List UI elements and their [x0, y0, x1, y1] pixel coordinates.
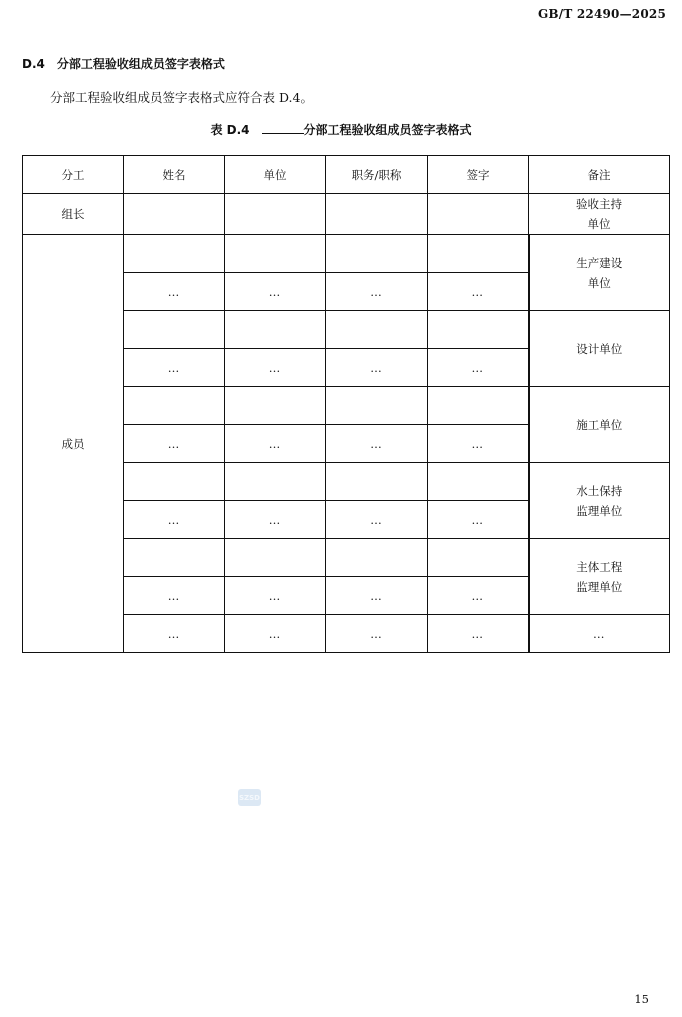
table-caption	[0, 121, 682, 138]
ellipsis-cell: …	[124, 425, 225, 463]
member-unit-cell	[225, 539, 326, 577]
standard-code: GB/T 22490—2025	[537, 7, 666, 21]
ellipsis-cell: …	[225, 615, 326, 653]
caption-blank-line	[262, 122, 304, 134]
member-name-cell	[124, 311, 225, 349]
leader-row	[23, 194, 670, 235]
member-unit-cell	[225, 311, 326, 349]
member-label: 成员	[23, 235, 124, 653]
leader-position-cell	[326, 194, 428, 235]
signature-table	[22, 155, 670, 653]
table-header-row	[23, 156, 670, 194]
header-unit: 单位	[225, 156, 326, 194]
section-number: D.4	[22, 57, 45, 71]
ellipsis-cell: …	[124, 501, 225, 539]
ellipsis-cell: …	[124, 273, 225, 311]
group-note-soil-supervision: 水土保持 监理单位	[529, 463, 670, 539]
member-signature-cell	[428, 235, 529, 273]
ellipsis-cell: …	[428, 615, 529, 653]
member-signature-cell	[428, 463, 529, 501]
header-signature: 签字	[428, 156, 529, 194]
ellipsis-cell: …	[428, 501, 529, 539]
member-name-cell	[124, 235, 225, 273]
header-remarks: 备注	[529, 156, 670, 194]
table-caption-label: 表 D.4	[210, 123, 250, 137]
header-role: 分工	[23, 156, 124, 194]
member-name-cell	[124, 539, 225, 577]
ellipsis-cell: …	[529, 615, 670, 653]
ellipsis-cell: …	[124, 577, 225, 615]
header-name: 姓名	[124, 156, 225, 194]
group-note-design: 设计单位	[529, 311, 670, 387]
member-signature-cell	[428, 539, 529, 577]
member-position-cell	[326, 235, 428, 273]
member-row	[23, 235, 670, 273]
group-note-main-supervision: 主体工程 监理单位	[529, 539, 670, 615]
ellipsis-cell: …	[428, 273, 529, 311]
member-position-cell	[326, 387, 428, 425]
ellipsis-cell: …	[124, 615, 225, 653]
member-unit-cell	[225, 235, 326, 273]
ellipsis-cell: …	[428, 349, 529, 387]
ellipsis-cell: …	[326, 577, 428, 615]
leader-note: 验收主持 单位	[529, 194, 670, 235]
table-caption-title: 分部工程验收组成员签字表格式	[303, 123, 472, 137]
intro-text: 分部工程验收组成员签字表格式应符合表 D.4。	[50, 90, 313, 105]
ellipsis-cell: …	[326, 349, 428, 387]
leader-name-cell	[124, 194, 225, 235]
watermark-logo: SZSD	[238, 789, 261, 806]
leader-unit-cell	[225, 194, 326, 235]
member-name-cell	[124, 387, 225, 425]
ellipsis-cell: …	[326, 425, 428, 463]
section-title: 分部工程验收组成员签字表格式	[56, 57, 225, 71]
member-position-cell	[326, 311, 428, 349]
group-note-construction: 生产建设 单位	[529, 235, 670, 311]
member-unit-cell	[225, 463, 326, 501]
ellipsis-cell: …	[326, 501, 428, 539]
member-name-cell	[124, 463, 225, 501]
ellipsis-cell: …	[326, 273, 428, 311]
section-heading	[22, 55, 225, 72]
ellipsis-cell: …	[428, 577, 529, 615]
page-number: 15	[634, 992, 649, 1006]
ellipsis-cell: …	[225, 273, 326, 311]
group-note-contractor: 施工单位	[529, 387, 670, 463]
member-position-cell	[326, 463, 428, 501]
header-position: 职务/职称	[326, 156, 428, 194]
ellipsis-cell: …	[225, 577, 326, 615]
leader-signature-cell	[428, 194, 529, 235]
member-unit-cell	[225, 387, 326, 425]
ellipsis-cell: …	[124, 349, 225, 387]
member-position-cell	[326, 539, 428, 577]
member-signature-cell	[428, 387, 529, 425]
leader-label: 组长	[23, 194, 124, 235]
ellipsis-cell: …	[428, 425, 529, 463]
member-signature-cell	[428, 311, 529, 349]
ellipsis-cell: …	[326, 615, 428, 653]
ellipsis-cell: …	[225, 501, 326, 539]
ellipsis-cell: …	[225, 425, 326, 463]
ellipsis-cell: …	[225, 349, 326, 387]
